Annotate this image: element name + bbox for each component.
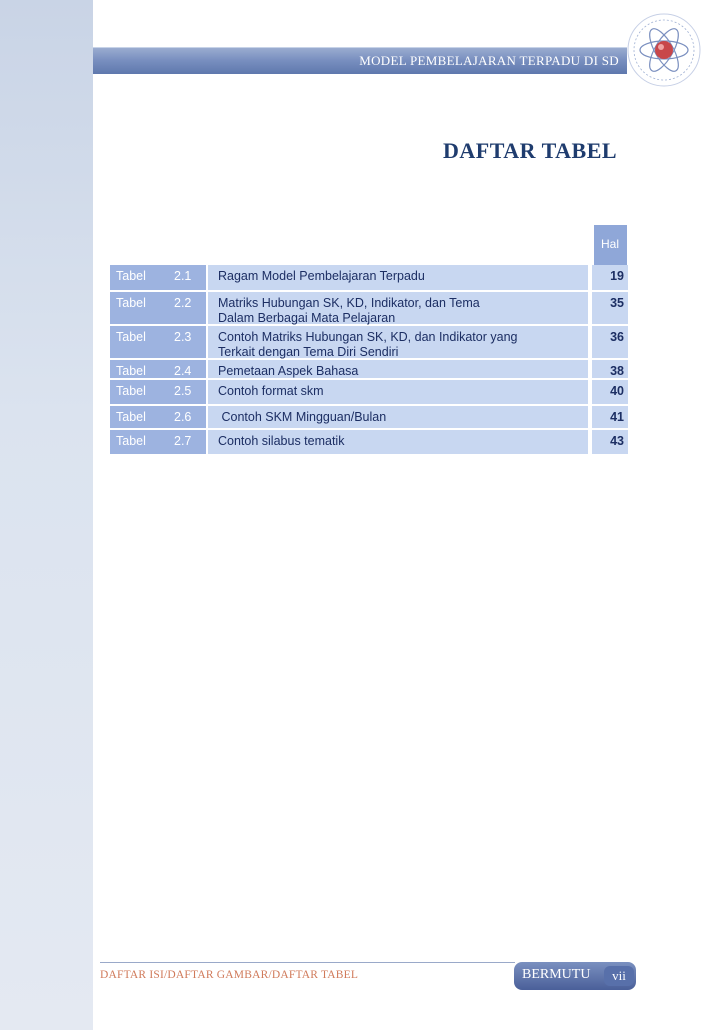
table-page-number: 19 (610, 269, 624, 283)
table-label: Tabel (116, 269, 146, 283)
page-title: DAFTAR TABEL (443, 138, 618, 163)
table-label-cell (110, 360, 206, 378)
table-label-cell (110, 292, 206, 324)
table-label: Tabel (116, 330, 146, 344)
table-title-line: Ragam Model Pembelajaran Terpadu (218, 269, 425, 283)
table-label: Tabel (116, 410, 146, 424)
table-page-number: 35 (610, 296, 624, 310)
header-bar (93, 47, 627, 74)
table-label: Tabel (116, 296, 146, 310)
table-of-tables (110, 265, 628, 455)
table-page-cell (592, 326, 628, 358)
table-title-cell (208, 360, 588, 378)
table-row[interactable] (110, 292, 628, 324)
footer-divider (100, 962, 515, 963)
table-page-number: 38 (610, 364, 624, 378)
table-title (218, 364, 358, 379)
table-label-cell (110, 380, 206, 404)
table-title (218, 296, 480, 326)
left-decorative-strip (0, 0, 93, 1030)
table-page-cell (592, 292, 628, 324)
table-row[interactable] (110, 430, 628, 454)
table-page-cell (592, 265, 628, 290)
table-title-line: Terkait dengan Tema Diri Sendiri (218, 345, 399, 359)
table-title-cell (208, 326, 588, 358)
table-label: Tabel (116, 384, 146, 398)
table-page-number: 40 (610, 384, 624, 398)
table-title (218, 434, 344, 449)
table-title-cell (208, 292, 588, 324)
table-label-cell (110, 265, 206, 290)
table-label: Tabel (116, 434, 146, 448)
hal-column-header (594, 225, 627, 265)
table-title-cell (208, 406, 588, 428)
table-number: 2.6 (174, 410, 192, 424)
table-title-line: Pemetaan Aspek Bahasa (218, 364, 359, 378)
table-row[interactable] (110, 360, 628, 378)
footer-section-label: DAFTAR ISI/DAFTAR GAMBAR/DAFTAR TABEL (100, 969, 359, 981)
table-title-line: Contoh SKM Mingguan/Bulan (218, 410, 387, 424)
table-page-cell (592, 360, 628, 378)
table-label-cell (110, 430, 206, 454)
table-row[interactable] (110, 380, 628, 404)
table-label-cell (110, 406, 206, 428)
table-page-number: 36 (610, 330, 624, 344)
table-title-line: Dalam Berbagai Mata Pelajaran (218, 311, 396, 325)
table-number: 2.4 (174, 364, 192, 378)
table-title-cell (208, 265, 588, 290)
table-title (218, 330, 517, 360)
table-title-line: Contoh Matriks Hubungan SK, KD, dan Indikator yang (218, 330, 518, 344)
table-title-cell (208, 430, 588, 454)
atom-emblem-logo-icon (624, 10, 704, 90)
table-row[interactable] (110, 326, 628, 358)
table-title-line: Contoh format skm (218, 384, 324, 398)
table-label-cell (110, 326, 206, 358)
table-page-cell (592, 406, 628, 428)
header-title: MODEL PEMBELAJARAN TERPADU DI SD (359, 53, 619, 68)
table-page-cell (592, 430, 628, 454)
table-title-cell (208, 380, 588, 404)
table-label: Tabel (116, 364, 146, 378)
footer-badge (514, 962, 636, 990)
table-number: 2.5 (174, 384, 192, 398)
footer-brand: BERMUTU (522, 967, 591, 982)
table-row[interactable] (110, 265, 628, 290)
table-number: 2.2 (174, 296, 192, 310)
table-title (218, 384, 324, 399)
table-title (218, 410, 386, 425)
hal-header-label: Hal (601, 237, 620, 251)
table-number: 2.3 (174, 330, 192, 344)
table-number: 2.1 (174, 269, 192, 283)
table-title-line: Matriks Hubungan SK, KD, Indikator, dan Tema (218, 296, 480, 310)
table-page-number: 43 (610, 434, 624, 448)
table-title-line: Contoh silabus tematik (218, 434, 345, 448)
table-number: 2.7 (174, 434, 192, 448)
table-title (218, 269, 425, 284)
footer-page-number: vii (604, 966, 634, 986)
table-page-number: 41 (610, 410, 624, 424)
table-row[interactable] (110, 406, 628, 428)
table-page-cell (592, 380, 628, 404)
